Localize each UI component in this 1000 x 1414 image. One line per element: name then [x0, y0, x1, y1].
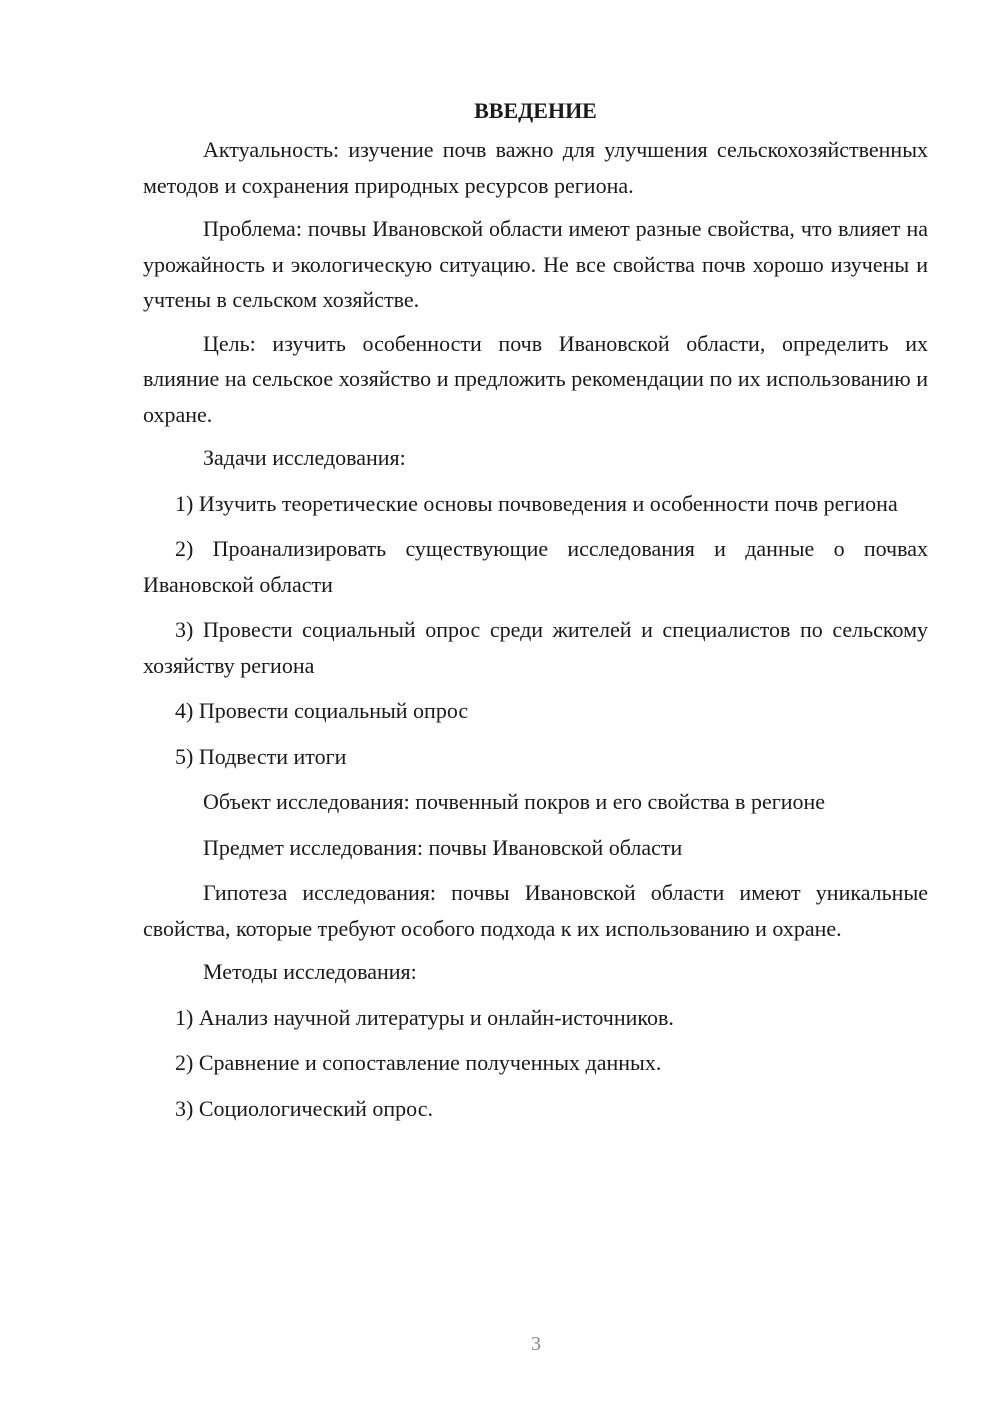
task-item-3: 3) Провести социальный опрос среди жителей и специалистов по сельскому хозяйству региона	[143, 617, 928, 678]
methods-heading: Методы исследования:	[203, 959, 417, 984]
task-item-2: 2) Проанализировать существующие исследования и данные о почвах Ивановской области	[143, 536, 928, 597]
method-item-1: 1) Анализ научной литературы и онлайн-источников.	[175, 1004, 674, 1030]
goal-paragraph: Цель: изучить особенности почв Ивановской области, определить их влияние на сельское хозяйство и предложить рекомендации по их использованию и охране.	[143, 330, 928, 427]
object-paragraph: Объект исследования: почвенный покров и его свойства в регионе	[203, 789, 826, 814]
task-item-5: 5) Подвести итоги	[175, 743, 347, 769]
page-content	[143, 93, 928, 1136]
page-number: 3	[531, 1333, 541, 1355]
task-item-1: 1) Изучить теоретические основы почвоведения и особенности почв региона	[175, 490, 898, 516]
subject-paragraph: Предмет исследования: почвы Ивановской области	[203, 834, 683, 860]
section-title: ВВЕДЕНИЕ	[474, 98, 597, 123]
task-item-4: 4) Провести социальный опрос	[175, 698, 469, 723]
tasks-heading: Задачи исследования:	[203, 445, 406, 470]
method-item-3: 3) Социологический опрос.	[175, 1095, 433, 1121]
hypothesis-paragraph: Гипотеза исследования: почвы Ивановской области имеют уникальные свойства, которые требуют особого подхода к их использованию и охране.	[143, 880, 928, 941]
problem-paragraph: Проблема: почвы Ивановской области имеют разные свойства, что влияет на урожайность и экологическую ситуацию. Не все свойства почв хорошо изучены и учтены в сельском хозяйстве.	[143, 216, 928, 312]
method-item-2: 2) Сравнение и сопоставление полученных данных.	[175, 1050, 662, 1075]
relevance-paragraph: Актуальность: изучение почв важно для улучшения сельскохозяйственных методов и сохранения природных ресурсов региона.	[143, 137, 928, 198]
